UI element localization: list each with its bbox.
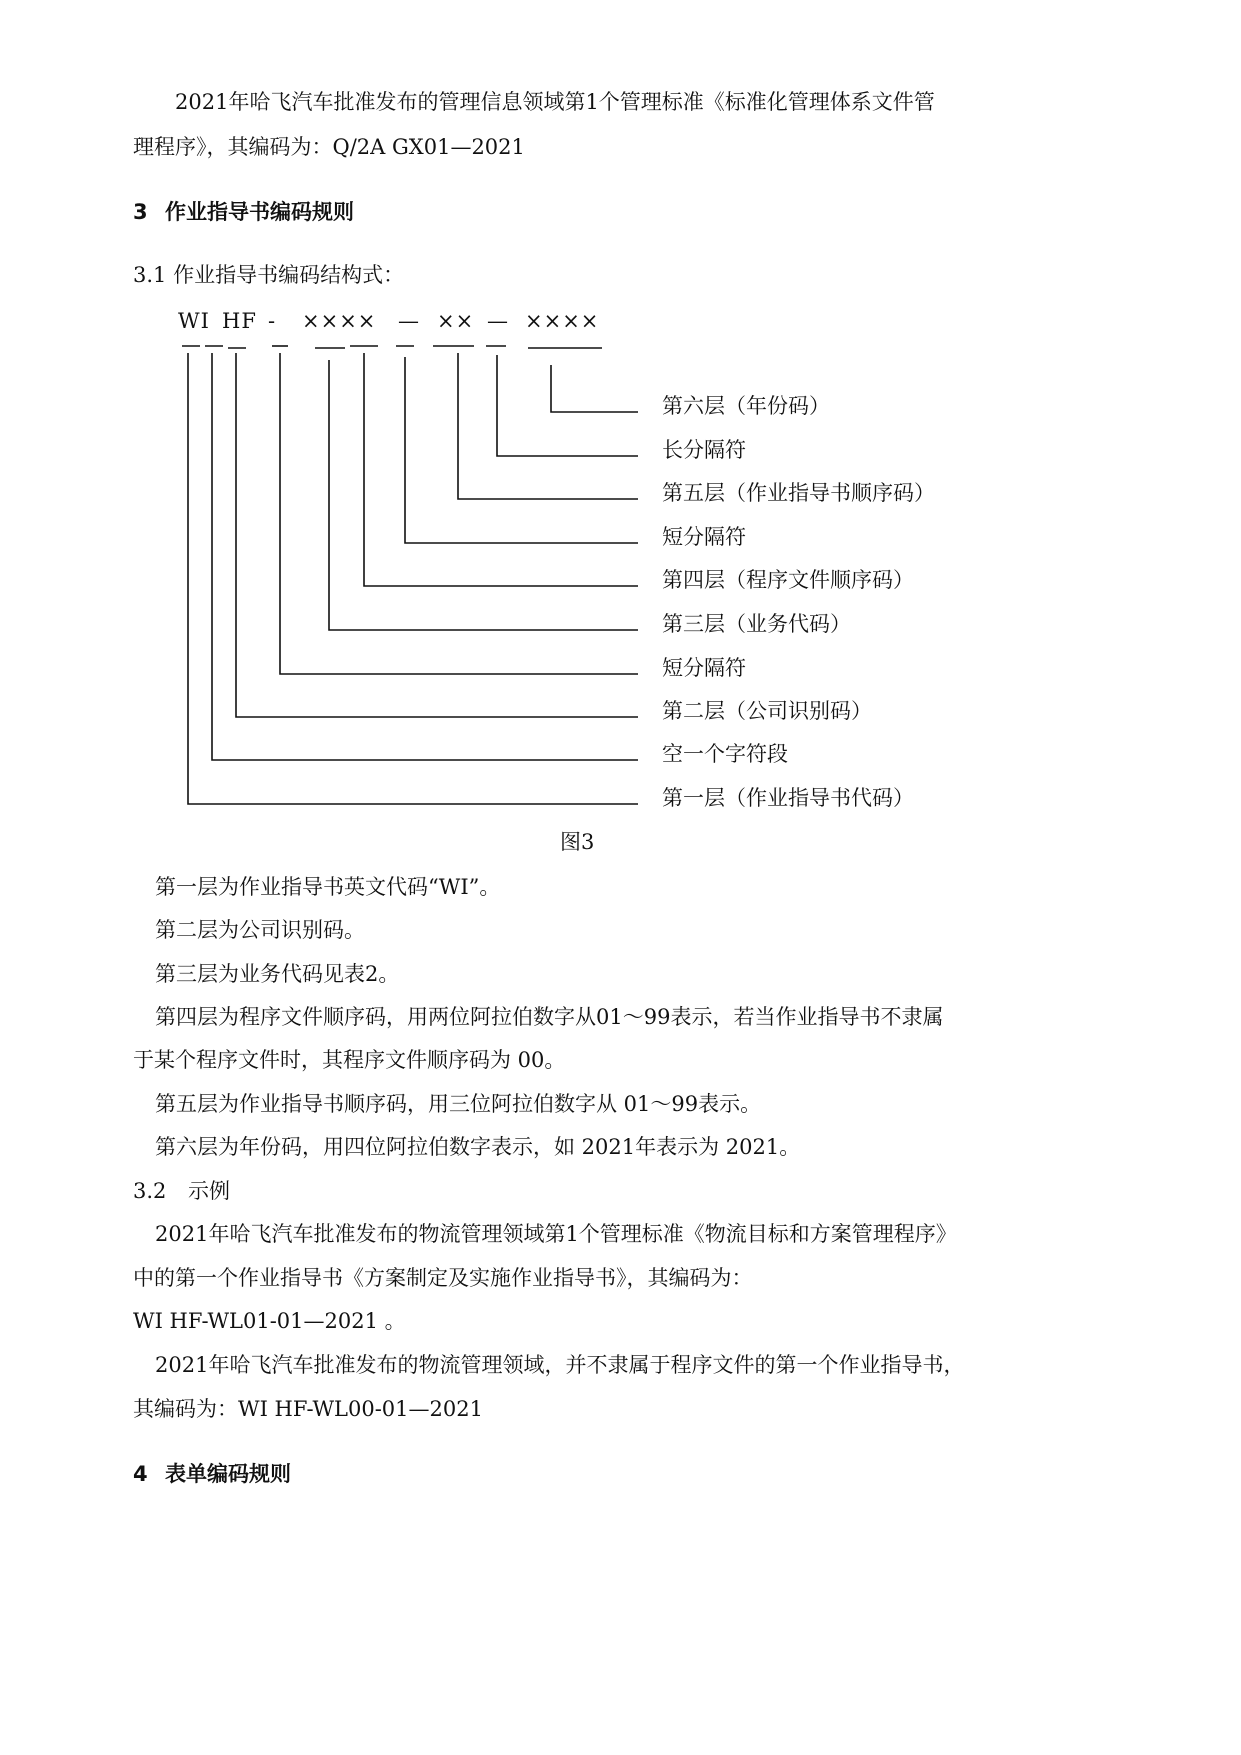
paragraph-layer-6: 第六层为年份码，用四位阿拉伯数字表示，如 2021年表示为 2021。 [155,1135,801,1159]
layer-label-short-separator-1: 短分隔符 [662,656,746,680]
connector-layer-3 [329,360,638,630]
section-4-number: 4 [133,1462,148,1486]
paragraph-layer-1: 第一层为作业指导书英文代码“WI”。 [155,875,501,899]
layer-label-3: 第三层（业务代码） [662,612,851,636]
code-hf: HF [222,309,257,333]
intro-line-1: 2021年哈飞汽车批准发布的管理信息领域第1个管理标准《标准化管理体系文件管 [175,90,935,114]
intro-line-2: 理程序》，其编码为：Q/2A GX01—2021 [133,135,525,159]
code-business-xxxx: ×××× [302,309,377,333]
example-line-1: 2021年哈飞汽车批准发布的物流管理领域第1个管理标准《物流目标和方案管理程序》 [155,1222,957,1246]
connector-layer-2 [236,353,638,717]
code-short-dash-1: - [268,309,277,333]
layer-label-short-separator-2: 短分隔符 [662,525,746,549]
connector-short-separator-1 [280,353,638,674]
connector-layer-1 [188,353,638,804]
layer-label-4: 第四层（程序文件顺序码） [662,568,914,592]
example-line-5: 其编码为：WI HF-WL00-01—2021 [133,1397,483,1421]
subsection-3-2-title: 示例 [188,1179,230,1203]
layer-label-6: 第六层（年份码） [662,394,830,418]
example-line-2: 中的第一个作业指导书《方案制定及实施作业指导书》，其编码为： [133,1266,753,1290]
connector-layer-6 [551,365,638,412]
section-3-number: 3 [133,200,148,224]
code-dash-2: — [398,309,420,333]
paragraph-layer-4-line-1: 第四层为程序文件顺序码，用两位阿拉伯数字从01～99表示，若当作业指导书不隶属 [155,1005,944,1029]
paragraph-layer-5: 第五层为作业指导书顺序码，用三位阿拉伯数字从 01～99表示。 [155,1092,762,1116]
connector-long-separator [497,355,638,456]
paragraph-layer-3: 第三层为业务代码见表2。 [155,962,400,986]
connector-short-separator-2 [405,357,638,543]
paragraph-layer-2: 第二层为公司识别码。 [155,918,365,942]
section-3-title: 作业指导书编码规则 [165,200,354,224]
connector-layer-5 [458,353,638,499]
section-4-title: 表单编码规则 [165,1462,291,1486]
layer-label-blank-char: 空一个字符段 [662,742,788,766]
code-sequence-xx: ×× [437,309,475,333]
example-line-4: 2021年哈飞汽车批准发布的物流管理领域，并不隶属于程序文件的第一个作业指导书， [155,1353,965,1377]
figure-caption: 图3 [560,830,595,854]
code-wi: WI [178,309,210,333]
paragraph-layer-4-line-2: 于某个程序文件时，其程序文件顺序码为 00。 [133,1048,566,1072]
code-year-xxxx: ×××× [525,309,600,333]
layer-label-2: 第二层（公司识别码） [662,699,872,723]
subsection-3-1-label: 3.1 作业指导书编码结构式： [133,263,405,287]
layer-label-5: 第五层（作业指导书顺序码） [662,481,935,505]
example-code-1: WI HF-WL01-01—2021 。 [133,1309,406,1333]
layer-label-long-separator: 长分隔符 [662,438,746,462]
subsection-3-2-number: 3.2 [133,1179,167,1203]
connector-blank-char [212,353,638,760]
layer-label-1: 第一层（作业指导书代码） [662,786,914,810]
code-long-dash-3: — [487,309,509,333]
